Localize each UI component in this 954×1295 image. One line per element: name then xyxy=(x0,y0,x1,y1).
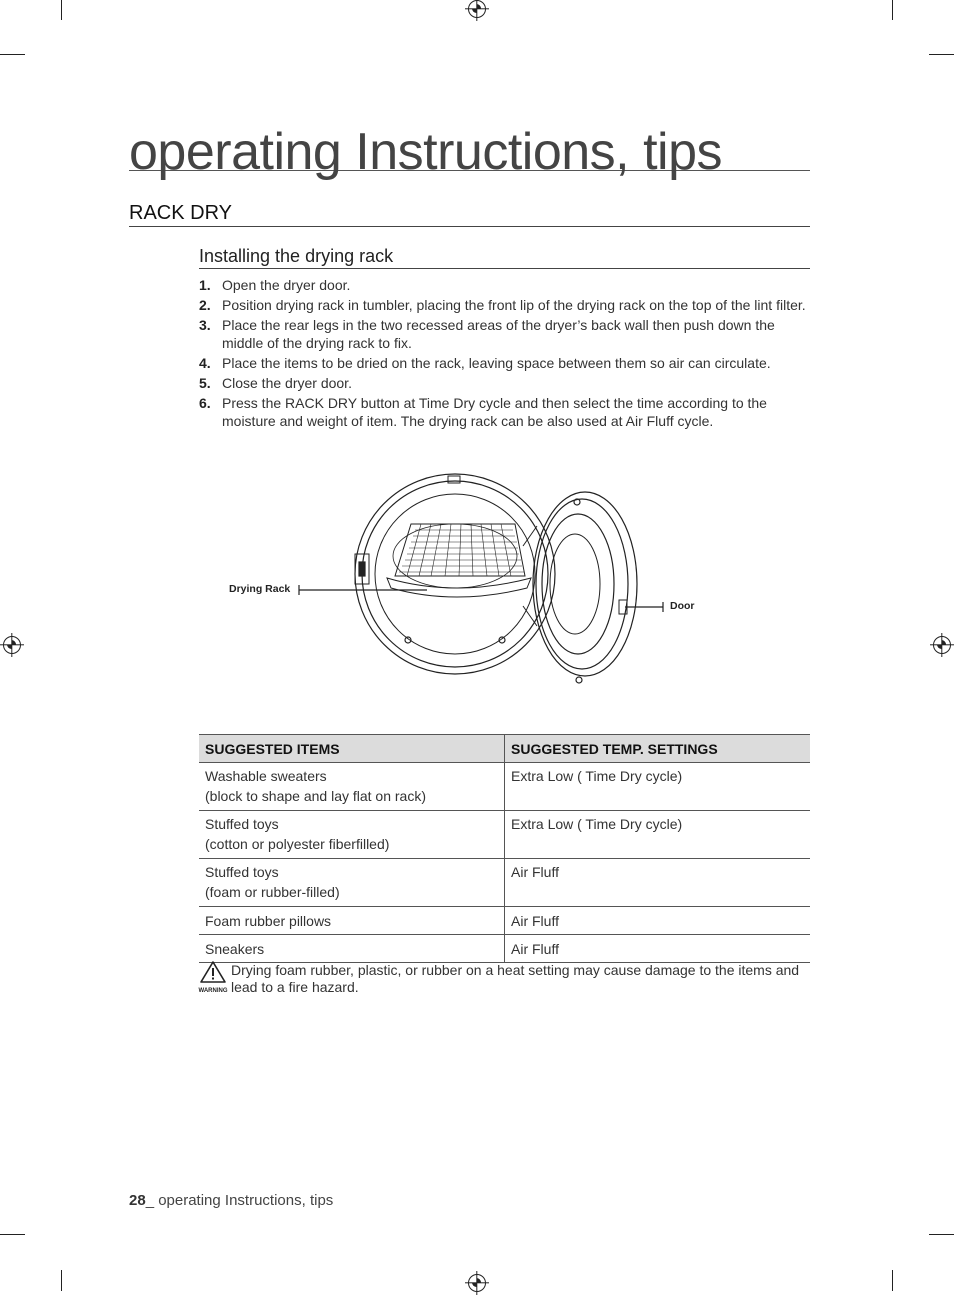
warning-icon xyxy=(198,960,228,992)
table-row xyxy=(199,763,810,811)
page-title: operating Instructions, tips xyxy=(129,120,810,171)
setting-cell: Air Fluff xyxy=(505,859,811,907)
registration-mark-icon xyxy=(933,636,951,654)
crop-mark xyxy=(929,1234,954,1235)
list-item: 3. Place the rear legs in the two recessed areas of the dryer’s back wall then push down the middle of the drying rack to fix. xyxy=(199,317,775,351)
subsection-title: Installing the drying rack xyxy=(199,245,810,269)
list-item: 4. Place the items to be dried on the rack, leaving space between them so air can circulate. xyxy=(199,355,771,371)
table-row xyxy=(199,935,810,963)
crop-mark xyxy=(61,1270,62,1291)
table-header-row xyxy=(199,735,810,763)
suggested-items-table xyxy=(199,734,810,963)
item-cell: Stuffed toys (foam or rubber-filled) xyxy=(199,859,505,907)
column-header: SUGGESTED TEMP. SETTINGS xyxy=(505,735,811,763)
crop-mark xyxy=(0,1234,25,1235)
registration-mark-icon xyxy=(3,636,21,654)
crop-mark xyxy=(929,54,954,55)
item-cell: Foam rubber pillows xyxy=(199,907,505,935)
setting-cell: Extra Low ( Time Dry cycle) xyxy=(505,763,811,811)
column-header: SUGGESTED ITEMS xyxy=(199,735,505,763)
list-item: 5. Close the dryer door. xyxy=(199,375,352,391)
list-item: 2. Position drying rack in tumbler, placing the front lip of the drying rack on the top of the lint filter. xyxy=(199,297,806,313)
drying-rack-label: Drying Rack xyxy=(229,583,291,595)
registration-mark-icon xyxy=(468,1274,486,1292)
warning-triangle-icon xyxy=(198,960,228,984)
table-row xyxy=(199,907,810,935)
warning-icon-label: WARNING xyxy=(198,988,228,994)
crop-mark xyxy=(0,54,25,55)
page-number: 28 xyxy=(129,1192,146,1209)
table-row xyxy=(199,859,810,907)
warning-text: Drying foam rubber, plastic, or rubber on a heat setting may cause damage to the items and lead to a fire hazard. xyxy=(231,962,800,995)
crop-mark xyxy=(892,1270,893,1291)
setting-cell: Air Fluff xyxy=(505,935,811,963)
list-item: 6. Press the RACK DRY button at Time Dry cycle and then select the time according to the moisture and weight of item. The drying rack can be also used at Air Fluff cycle. xyxy=(199,395,767,429)
crop-mark xyxy=(61,0,62,20)
item-cell: Stuffed toys (cotton or polyester fiberfilled) xyxy=(199,811,505,859)
list-item: 1. Open the dryer door. xyxy=(199,277,351,293)
instruction-steps xyxy=(199,276,810,432)
registration-mark-icon xyxy=(468,0,486,18)
item-cell: Washable sweaters (block to shape and lay flat on rack) xyxy=(199,763,505,811)
table-row xyxy=(199,811,810,859)
dryer-illustration xyxy=(215,466,715,696)
page-footer: 28_ operating Instructions, tips xyxy=(129,1192,334,1209)
section-title: RACK DRY xyxy=(129,202,810,227)
door-label: Door xyxy=(670,600,695,612)
dryer-rack-diagram xyxy=(215,466,715,696)
crop-mark xyxy=(892,0,893,20)
item-cell: Sneakers xyxy=(199,935,505,963)
setting-cell: Extra Low ( Time Dry cycle) xyxy=(505,811,811,859)
setting-cell: Air Fluff xyxy=(505,907,811,935)
